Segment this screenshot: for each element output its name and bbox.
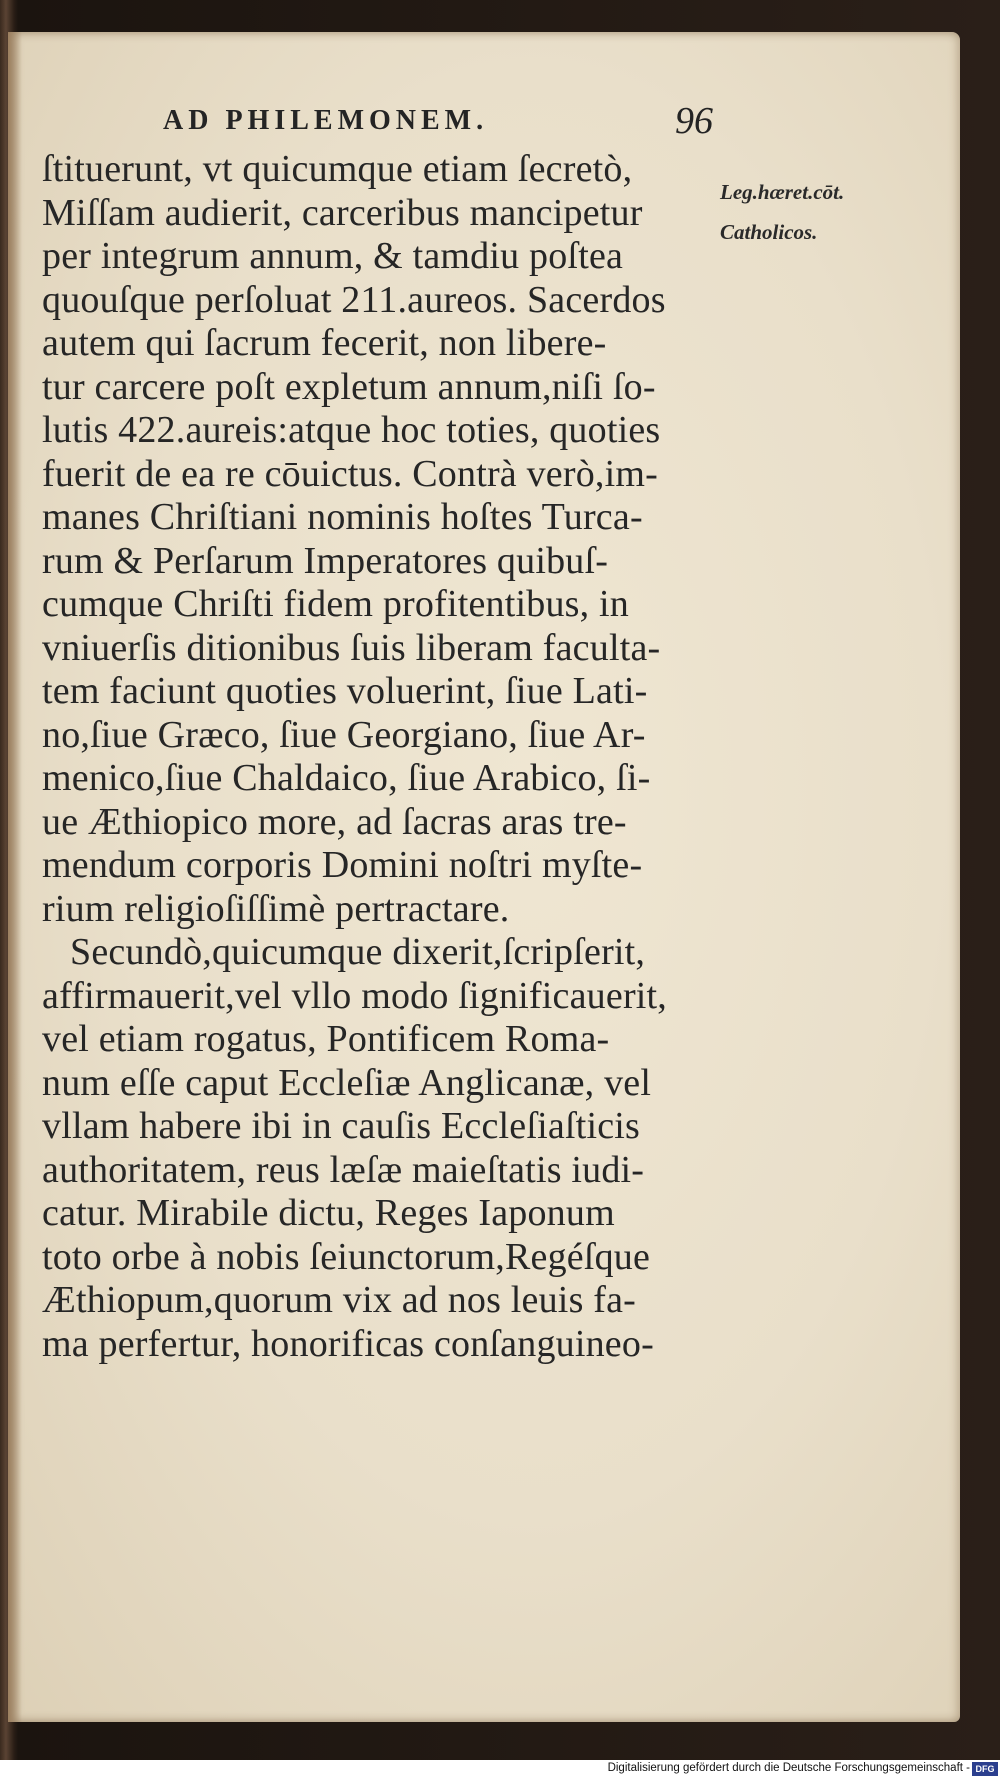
footer-bar xyxy=(0,1760,1000,1780)
text-line: rium religioſiſſimè pertractare. xyxy=(42,887,510,930)
text-line: per integrum annum, & tamdiu poſtea xyxy=(42,235,624,277)
text-line: catur. Mirabile dictu, Reges Iaponum xyxy=(42,1192,615,1234)
text-line: vel etiam rogatus, Pontificem Roma- xyxy=(42,1018,610,1060)
running-head: AD PHILEMONEM. xyxy=(163,105,489,136)
text-line: tur carcere poſt expletum annum,niſi ſo- xyxy=(42,365,656,408)
text-line: tem faciunt quoties voluerint, ſiue Lati- xyxy=(42,670,648,712)
page-number: 96 xyxy=(675,100,713,142)
text-line: vniuerſis ditionibus ſuis liberam faculta- xyxy=(42,626,661,669)
text-line: manes Chriſtiani nominis hoſtes Turca- xyxy=(42,496,643,538)
text-line: Miſſam audierit, carceribus mancipetur xyxy=(42,191,643,234)
body-text xyxy=(42,148,722,1366)
dfg-logo: DFG xyxy=(972,1762,998,1776)
text-line: affirmauerit,vel vllo modo ſignificauerit, xyxy=(42,974,668,1017)
text-line: menico,ſiue Chaldaico, ſiue Arabico, ſi- xyxy=(42,757,651,799)
margin-note: Leg.hæret.cōt. xyxy=(720,180,845,204)
page-header xyxy=(163,99,713,142)
text-line: rum & Perſarum Imperatores quibuſ- xyxy=(42,539,609,582)
text-line: autem qui ſacrum fecerit, non libere- xyxy=(42,322,607,364)
text-line: ma perfertur, honorificas conſanguineo- xyxy=(42,1322,654,1365)
text-line: cumque Chriſti fidem profitentibus, in xyxy=(42,583,630,625)
paragraph-start-line: Secundò,quicumque dixerit,ſcripſerit, xyxy=(70,931,646,973)
text-line: vllam habere ibi in cauſis Eccleſiaſticis xyxy=(42,1105,641,1147)
text-line: ue Æthiopico more, ad ſacras aras tre- xyxy=(42,800,627,843)
text-line: quouſque perſoluat 211.aureos. Sacerdos xyxy=(42,278,666,321)
funding-credit: Digitalisierung gefördert durch die Deutsche Forschungsgemeinschaft - xyxy=(607,1762,970,1774)
text-line: ſtituerunt, vt quicumque etiam ſecretò, xyxy=(42,148,633,190)
margin-note: Catholicos. xyxy=(720,220,818,244)
text-line: toto orbe à nobis ſeiunctorum,Regéſque xyxy=(42,1235,651,1278)
text-line: fuerit de ea re cōuictus. Contrà verò,im- xyxy=(42,452,658,495)
margin-notes xyxy=(720,172,844,252)
text-line: Æthiopum,quorum vix ad nos leuis fa- xyxy=(42,1279,637,1321)
text-line: authoritatem, reus læſæ maieſtatis iudi- xyxy=(42,1148,645,1191)
text-line: num eſſe caput Eccleſiæ Anglicanæ, vel xyxy=(42,1061,652,1104)
text-line: no,ſiue Græco, ſiue Georgiano, ſiue Ar- xyxy=(42,713,646,756)
text-line: lutis 422.aureis:atque hoc toties, quoties xyxy=(42,409,661,451)
text-line: mendum corporis Domini noſtri myſte- xyxy=(42,844,643,886)
